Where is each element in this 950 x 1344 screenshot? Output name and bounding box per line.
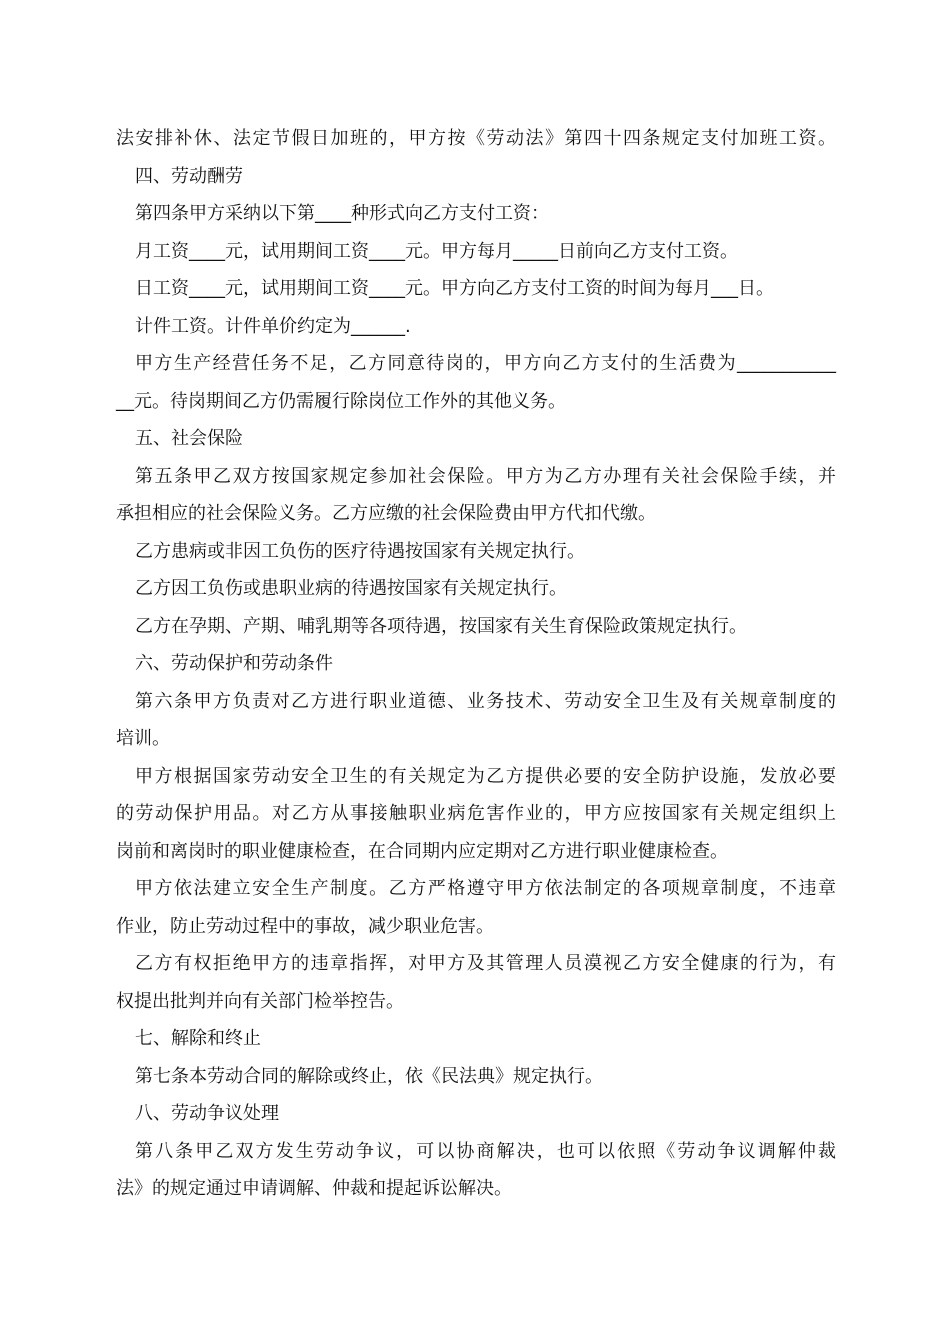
text-line: 第八条甲乙双方发生劳动争议，可以协商解决，也可以依照《劳动争议调解仲裁: [135, 1140, 836, 1162]
text-line: 乙方因工负伤或患职业病的待遇按国家有关规定执行。: [135, 578, 567, 599]
text-line: 培训。: [116, 728, 170, 749]
text-line: 乙方有权拒绝甲方的违章指挥，对甲方及其管理人员漠视乙方安全健康的行为，有: [135, 953, 836, 974]
text-line: 乙方患病或非因工负伤的医疗待遇按国家有关规定执行。: [135, 540, 585, 562]
text-line: 第五条甲乙双方按国家规定参加社会保险。甲方为乙方办理有关社会保险手续，并: [135, 465, 836, 487]
text-line: 乙方在孕期、产期、哺乳期等各项待遇，按国家有关生育保险政策规定执行。: [135, 615, 747, 637]
text-line: 的劳动保护用品。对乙方从事接触职业病危害作业的，甲方应按国家有关规定组织上: [116, 803, 836, 824]
text-line: 七、解除和终止: [135, 1028, 261, 1049]
text-line: 六、劳动保护和劳动条件: [135, 653, 333, 674]
document-body: [116, 120, 836, 1208]
text-line: 月工资____元，试用期间工资____元。甲方每月_____日前向乙方支付工资。: [135, 240, 738, 262]
text-line: 第七条本劳动合同的解除或终止，依《民法典》规定执行。: [135, 1065, 603, 1087]
text-line: 第四条甲方采纳以下第____种形式向乙方支付工资：: [135, 203, 549, 224]
text-line: 计件工资。计件单价约定为______.: [135, 315, 411, 337]
text-line: 第六条甲方负责对乙方进行职业道德、业务技术、劳动安全卫生及有关规章制度的: [135, 690, 836, 712]
text-line: 四、劳动酬劳: [135, 165, 243, 187]
text-line: __元。待岗期间乙方仍需履行除岗位工作外的其他义务。: [116, 390, 566, 412]
text-line: 权提出批判并向有关部门检举控告。: [116, 990, 404, 1012]
text-line: 作业，防止劳动过程中的事故，减少职业危害。: [116, 915, 494, 937]
text-line: 八、劳动争议处理: [135, 1103, 279, 1124]
text-line: 甲方根据国家劳动安全卫生的有关规定为乙方提供必要的安全防护设施，发放必要: [135, 765, 836, 787]
text-line: 法安排补休、法定节假日加班的，甲方按《劳动法》第四十四条规定支付加班工资。: [116, 128, 836, 149]
text-line: 法》的规定通过申请调解、仲裁和提起诉讼解决。: [116, 1178, 512, 1199]
text-line: 日工资____元，试用期间工资____元。甲方向乙方支付工资的时间为每月___日。: [135, 278, 774, 299]
text-line: 甲方生产经营任务不足，乙方同意待岗的，甲方向乙方支付的生活费为___________: [135, 353, 836, 374]
text-line: 承担相应的社会保险义务。乙方应缴的社会保险费由甲方代扣代缴。: [116, 503, 656, 524]
text-line: 五、社会保险: [135, 428, 243, 449]
text-line: 岗前和离岗时的职业健康检查，在合同期内应定期对乙方进行职业健康检查。: [116, 840, 728, 862]
text-line: 甲方依法建立安全生产制度。乙方严格遵守甲方依法制定的各项规章制度，不违章: [135, 878, 836, 899]
